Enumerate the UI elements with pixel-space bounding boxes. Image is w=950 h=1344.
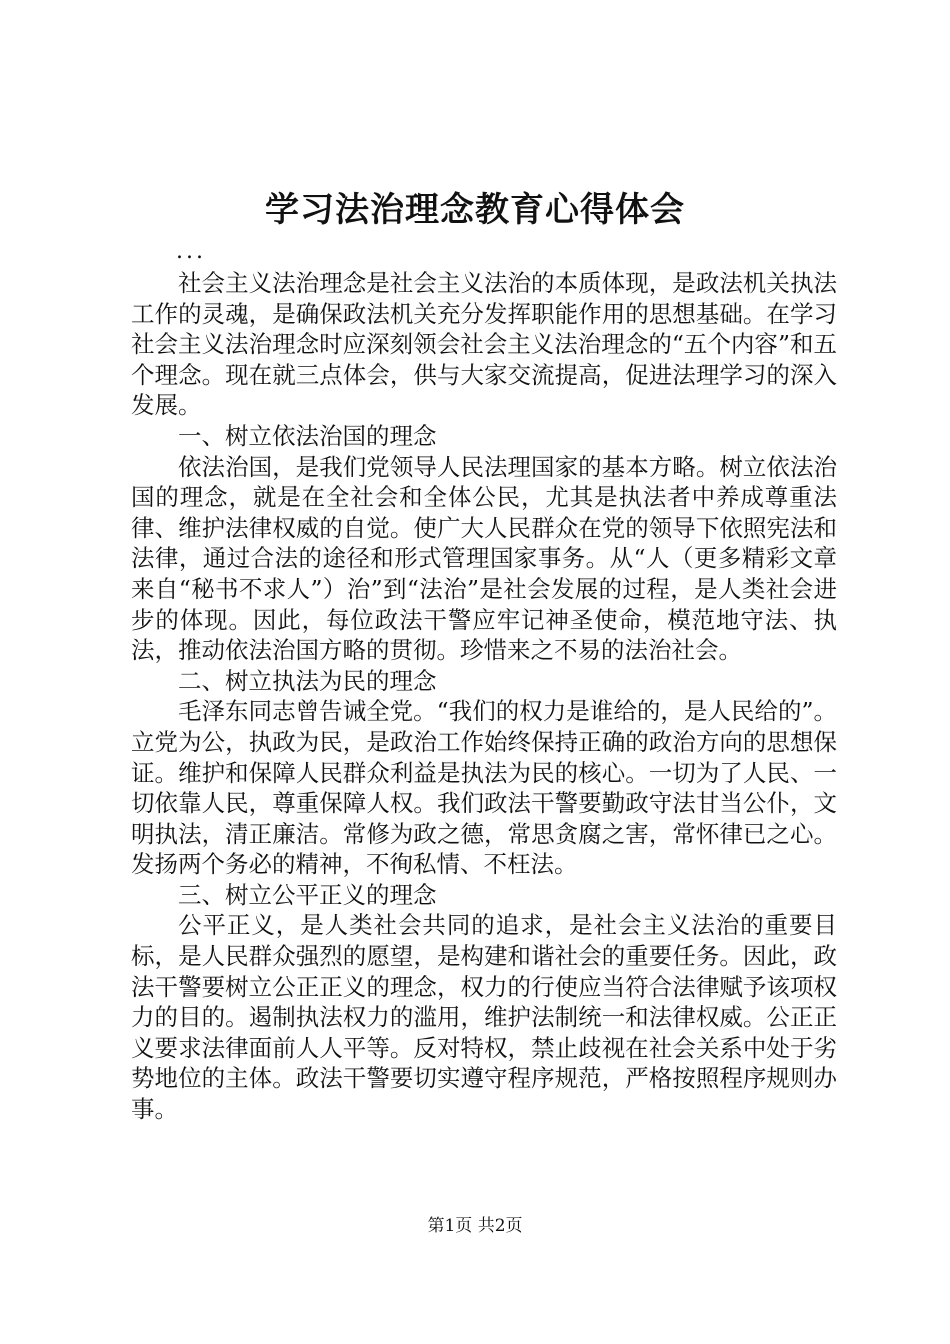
document-title: 学习法治理念教育心得体会 — [265, 190, 685, 230]
document-body — [131, 268, 837, 1125]
section-heading-3: 三、树立公平正义的理念 — [178, 880, 437, 909]
intro-paragraph: 社会主义法治理念是社会主义法治的本质体现，是政法机关执法工作的灵魂，是确保政法机关充分发挥职能作用的思想基础。在学习社会主义法治理念时应深刻领会社会主义法治理念的“五个内容”和五个理念。现在就三点体会，供与大家交流提高，促进法理学习的深入发展。 — [131, 269, 837, 420]
section-paragraph-3: 公平正义，是人类社会共同的追求，是社会主义法治的重要目标，是人民群众强烈的愿望，是构建和谐社会的重要任务。因此，政法干警要树立公正正义的理念，权力的行使应当符合法律赋予该项权力的目的。遏制执法权力的滥用，维护法制统一和法律权威。公正正义要求法律面前人人平等。反对特权，禁止歧视在社会关系中处于劣势地位的主体。政法干警要切实遵守程序规范，严格按照程序规则办事。 — [131, 911, 837, 1124]
section-heading-1: 一、树立依法治国的理念 — [178, 421, 437, 450]
section-heading-2: 二、树立执法为民的理念 — [178, 666, 437, 695]
page-number-footer: 第1页 共2页 — [427, 1216, 523, 1236]
section-paragraph-2: 毛泽东同志曾告诫全党。“我们的权力是谁给的，是人民给的”。立党为公，执政为民，是政治工作始终保持正确的政治方向的思想保证。维护和保障人民群众利益是执法为民的核心。一切为了人民、一切依靠人民，尊重保障人权。我们政法干警要勤政守法甘当公仆，文明执法，清正廉洁。常修为政之德，常思贪腐之害，常怀律已之心。发扬两个务必的精神，不徇私情、不枉法。 — [131, 697, 837, 879]
ellipsis-marker: ... — [176, 239, 206, 264]
section-paragraph-1: 依法治国，是我们党领导人民法理国家的基本方略。树立依法治国的理念，就是在全社会和全体公民，尤其是执法者中养成尊重法律、维护法律权威的自觉。使广大人民群众在党的领导下依照宪法和法律，通过合法的途径和形式管理国家事务。从“人（更多精彩文章来自“秘书不求人”）治”到“法治”是社会发展的过程，是人类社会进步的体现。因此，每位政法干警应牢记神圣使命，模范地守法、执法，推动依法治国方略的贯彻。珍惜来之不易的法治社会。 — [131, 452, 837, 665]
